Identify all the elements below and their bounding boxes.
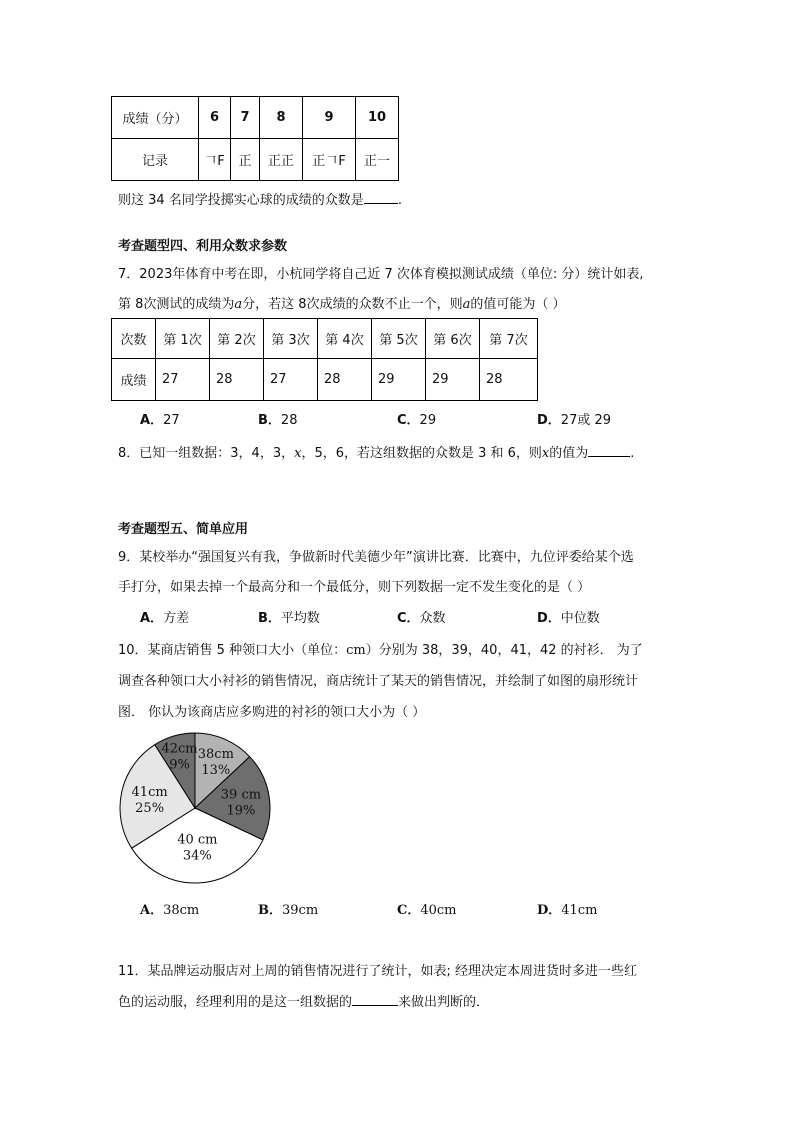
option-letter: D．: [537, 413, 561, 428]
pie-chart: [115, 728, 275, 888]
q10-option-b[interactable]: [258, 899, 318, 918]
q6-tail-text: 则这 34 名同学投掷实心球的成绩的众数是: [118, 193, 364, 208]
table-header-label: 成绩（分）: [112, 97, 199, 139]
option-text: 29: [419, 413, 437, 428]
variable-a: a: [462, 297, 471, 312]
variable-x: x: [541, 446, 550, 461]
time-cell: 第 3次: [264, 319, 318, 359]
q7-option-c[interactable]: [397, 409, 436, 428]
slice-label: 41cm: [131, 784, 168, 800]
tally-cell: 正一: [356, 139, 399, 181]
test-score-cell: 28: [480, 359, 538, 401]
test-score-cell: 27: [264, 359, 318, 401]
option-letter: A．: [140, 903, 164, 918]
q8-end: .: [630, 446, 635, 461]
q9-option-c[interactable]: [397, 607, 446, 626]
option-letter: B．: [258, 413, 281, 428]
tally-cell: 正正: [260, 139, 303, 181]
test-scores-table: [111, 318, 538, 401]
section4-title: 考查题型四、利用众数求参数: [118, 239, 288, 254]
option-text: 众数: [419, 611, 446, 626]
tally-cell: 正: [231, 139, 260, 181]
section5-title: 考查题型五、简单应用: [118, 522, 249, 537]
option-letter: C．: [397, 903, 421, 918]
option-text: 平均数: [280, 611, 320, 626]
q8-text-c: 的值为: [549, 446, 589, 461]
time-cell: 第 7次: [480, 319, 538, 359]
option-text: 方差: [163, 611, 190, 626]
q9-option-d[interactable]: [537, 607, 600, 626]
q11-line2a: 色的运动服，经理利用的是这一组数据的: [118, 995, 353, 1010]
test-score-cell: 27: [156, 359, 210, 401]
test-score-cell: 28: [210, 359, 264, 401]
q10-line1b: ）分别为 38，39，40，41，42 的衬衫． 为了: [365, 643, 643, 658]
option-text: 中位数: [560, 611, 600, 626]
q7-line1: 7．2023年体育中考在即，小杭同学将自己近 7 次体育模拟测试成绩（单位: 分）统计如表,: [118, 267, 644, 282]
variable-a: a: [234, 297, 243, 312]
slice-label: 38cm: [197, 746, 234, 762]
q6-end: .: [397, 193, 402, 208]
slice-label: 40 cm: [177, 832, 218, 848]
q7-option-d[interactable]: [537, 409, 611, 428]
time-cell: 第 2次: [210, 319, 264, 359]
answer-blank: [364, 191, 398, 204]
score-record-table: [111, 96, 399, 181]
time-cell: 第 6次: [426, 319, 480, 359]
option-text: 38cm: [163, 903, 200, 918]
q9-line2: 手打分，如果去掉一个最高分和一个最低分，则下列数据一定不发生变化的是（ ）: [118, 580, 591, 595]
option-letter: D．: [537, 903, 562, 918]
table-row-label: 记录: [112, 139, 199, 181]
q7-line2b: 分，若这 8次成绩的众数不止一个，则: [242, 297, 463, 312]
option-letter: C．: [397, 413, 420, 428]
score-cell: 8: [260, 97, 303, 139]
slice-percent: 9%: [169, 757, 190, 773]
q10-option-a[interactable]: [140, 899, 199, 918]
q7-option-b[interactable]: [258, 409, 297, 428]
q10-option-d[interactable]: [537, 899, 597, 918]
option-letter: A．: [140, 413, 164, 428]
unit-cm: cm: [346, 643, 366, 658]
option-text: 41cm: [561, 903, 598, 918]
q6-tail-line: [118, 189, 402, 208]
q11-line1: 11．某品牌运动服店对上周的销售情况进行了统计，如表; 经理决定本周进货时多进一些红: [118, 964, 638, 979]
tally-cell: 𠃍F: [199, 139, 231, 181]
q9-option-b[interactable]: [258, 607, 320, 626]
option-letter: B．: [258, 611, 281, 626]
q7-line2c: 的值可能为（ ）: [470, 297, 566, 312]
option-text: 40cm: [420, 903, 457, 918]
time-cell: 第 5次: [372, 319, 426, 359]
option-letter: D．: [537, 611, 561, 626]
option-text: 28: [280, 413, 298, 428]
score-cell: 10: [356, 97, 399, 139]
slice-percent: 25%: [135, 800, 165, 816]
score-cell: 7: [231, 97, 260, 139]
table-row2-label: 成绩: [112, 359, 156, 401]
test-score-cell: 29: [426, 359, 480, 401]
q8-line: [118, 442, 634, 461]
q10-line2: 调查各种领口大小衬衫的销售情况，商店统计了某天的销售情况，并绘制了如图的扇形统计: [118, 674, 639, 689]
option-letter: B．: [258, 903, 282, 918]
q11-line2: [118, 991, 489, 1010]
option-text: 27: [163, 413, 180, 428]
answer-blank: [588, 444, 630, 457]
q9-option-a[interactable]: [140, 607, 189, 626]
slice-percent: 19%: [226, 803, 256, 819]
score-cell: 9: [303, 97, 356, 139]
answer-blank: [352, 993, 398, 1006]
option-letter: A．: [140, 611, 164, 626]
slice-percent: 34%: [182, 848, 212, 864]
q10-line1: [118, 639, 643, 658]
q8-text-a: 8．已知一组数据：3，4，3，: [118, 446, 295, 461]
score-cell: 6: [199, 97, 231, 139]
variable-x: x: [294, 446, 302, 461]
q7-option-a[interactable]: [140, 409, 180, 428]
test-score-cell: 28: [318, 359, 372, 401]
tally-cell: 正𠃍F: [303, 139, 356, 181]
table-row1-label: 次数: [112, 319, 156, 359]
option-text: 39cm: [282, 903, 319, 918]
q11-line2b: 来做出判断的．: [398, 995, 490, 1010]
option-letter: C．: [397, 611, 420, 626]
q7-line2a: 第 8次测试的成绩为: [118, 297, 235, 312]
q7-line2: [118, 293, 565, 312]
q10-line1a: 10．某商店销售 5 种领口大小（单位：: [118, 643, 347, 658]
test-score-cell: 29: [372, 359, 426, 401]
q10-option-c[interactable]: [397, 899, 457, 918]
q9-line1: 9．某校举办“强国复兴有我，争做新时代美德少年”演讲比赛．比赛中，九位评委给某个选: [118, 550, 634, 565]
slice-percent: 13%: [201, 762, 231, 778]
slice-label: 39 cm: [220, 787, 262, 803]
time-cell: 第 1次: [156, 319, 210, 359]
option-text: 27或 29: [560, 413, 612, 428]
q8-text-b: ，5，6，若这组数据的众数是 3 和 6，则: [301, 446, 542, 461]
time-cell: 第 4次: [318, 319, 372, 359]
slice-label: 42cm: [161, 741, 198, 757]
q10-line3: 图． 你认为该商店应多购进的衬衫的领口大小为（ ）: [118, 705, 426, 720]
